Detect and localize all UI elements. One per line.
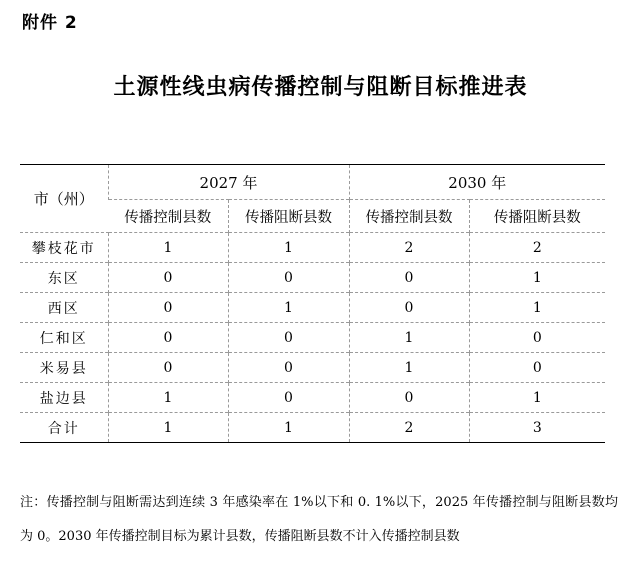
row-label: 盐边县 [20, 383, 108, 413]
table-row [20, 383, 605, 413]
table-row-total [20, 413, 605, 443]
table-header-years [20, 165, 605, 200]
table-cell: 1 [108, 413, 228, 443]
table-cell: 0 [108, 263, 228, 293]
table-cell: 0 [108, 353, 228, 383]
table-cell: 1 [469, 383, 605, 413]
table-note: 注：传播控制与阻断需达到连续 3 年感染率在 1%以下和 0. 1%以下，2025 年传播控制与阻断县数均为 0。2030 年传播控制目标为累计县数，传播阻断县数不计入传播控制县数 [20, 495, 618, 544]
row-label: 东区 [20, 263, 108, 293]
year-header-2030: 2030 年 [349, 165, 605, 200]
table-cell: 1 [108, 233, 228, 263]
table-row [20, 353, 605, 383]
row-label: 仁和区 [20, 323, 108, 353]
row-label: 攀枝花市 [20, 233, 108, 263]
document-title: 土源性线虫病传播控制与阻断目标推进表 [113, 74, 528, 100]
table-cell: 1 [228, 233, 349, 263]
city-header: 市（州） [20, 165, 108, 233]
table-cell: 0 [349, 263, 469, 293]
table-cell: 2 [349, 413, 469, 443]
table-row [20, 233, 605, 263]
table-cell: 0 [469, 353, 605, 383]
table-cell: 0 [228, 323, 349, 353]
table-cell: 0 [108, 293, 228, 323]
column-header: 传播控制县数 [349, 200, 469, 233]
year-header-2027: 2027 年 [108, 165, 349, 200]
table-cell: 1 [228, 413, 349, 443]
column-header: 传播阻断县数 [469, 200, 605, 233]
table-row [20, 323, 605, 353]
table-cell: 0 [228, 383, 349, 413]
table-row [20, 263, 605, 293]
table-cell: 2 [469, 233, 605, 263]
table-cell: 0 [349, 293, 469, 323]
table-cell: 2 [349, 233, 469, 263]
row-label: 西区 [20, 293, 108, 323]
column-header: 传播控制县数 [108, 200, 228, 233]
table-cell: 1 [108, 383, 228, 413]
attachment-label: 附件 2 [22, 13, 78, 33]
table-row [20, 293, 605, 323]
table-cell: 0 [469, 323, 605, 353]
table-cell: 3 [469, 413, 605, 443]
target-table [20, 164, 605, 443]
table-cell: 1 [228, 293, 349, 323]
table-cell: 0 [349, 383, 469, 413]
column-header: 传播阻断县数 [228, 200, 349, 233]
row-label: 合计 [20, 413, 108, 443]
table-cell: 1 [469, 263, 605, 293]
table-cell: 1 [349, 353, 469, 383]
table-cell: 0 [228, 263, 349, 293]
table-cell: 1 [349, 323, 469, 353]
table-header-columns [20, 200, 605, 233]
table-cell: 0 [228, 353, 349, 383]
table-cell: 0 [108, 323, 228, 353]
row-label: 米易县 [20, 353, 108, 383]
table-cell: 1 [469, 293, 605, 323]
